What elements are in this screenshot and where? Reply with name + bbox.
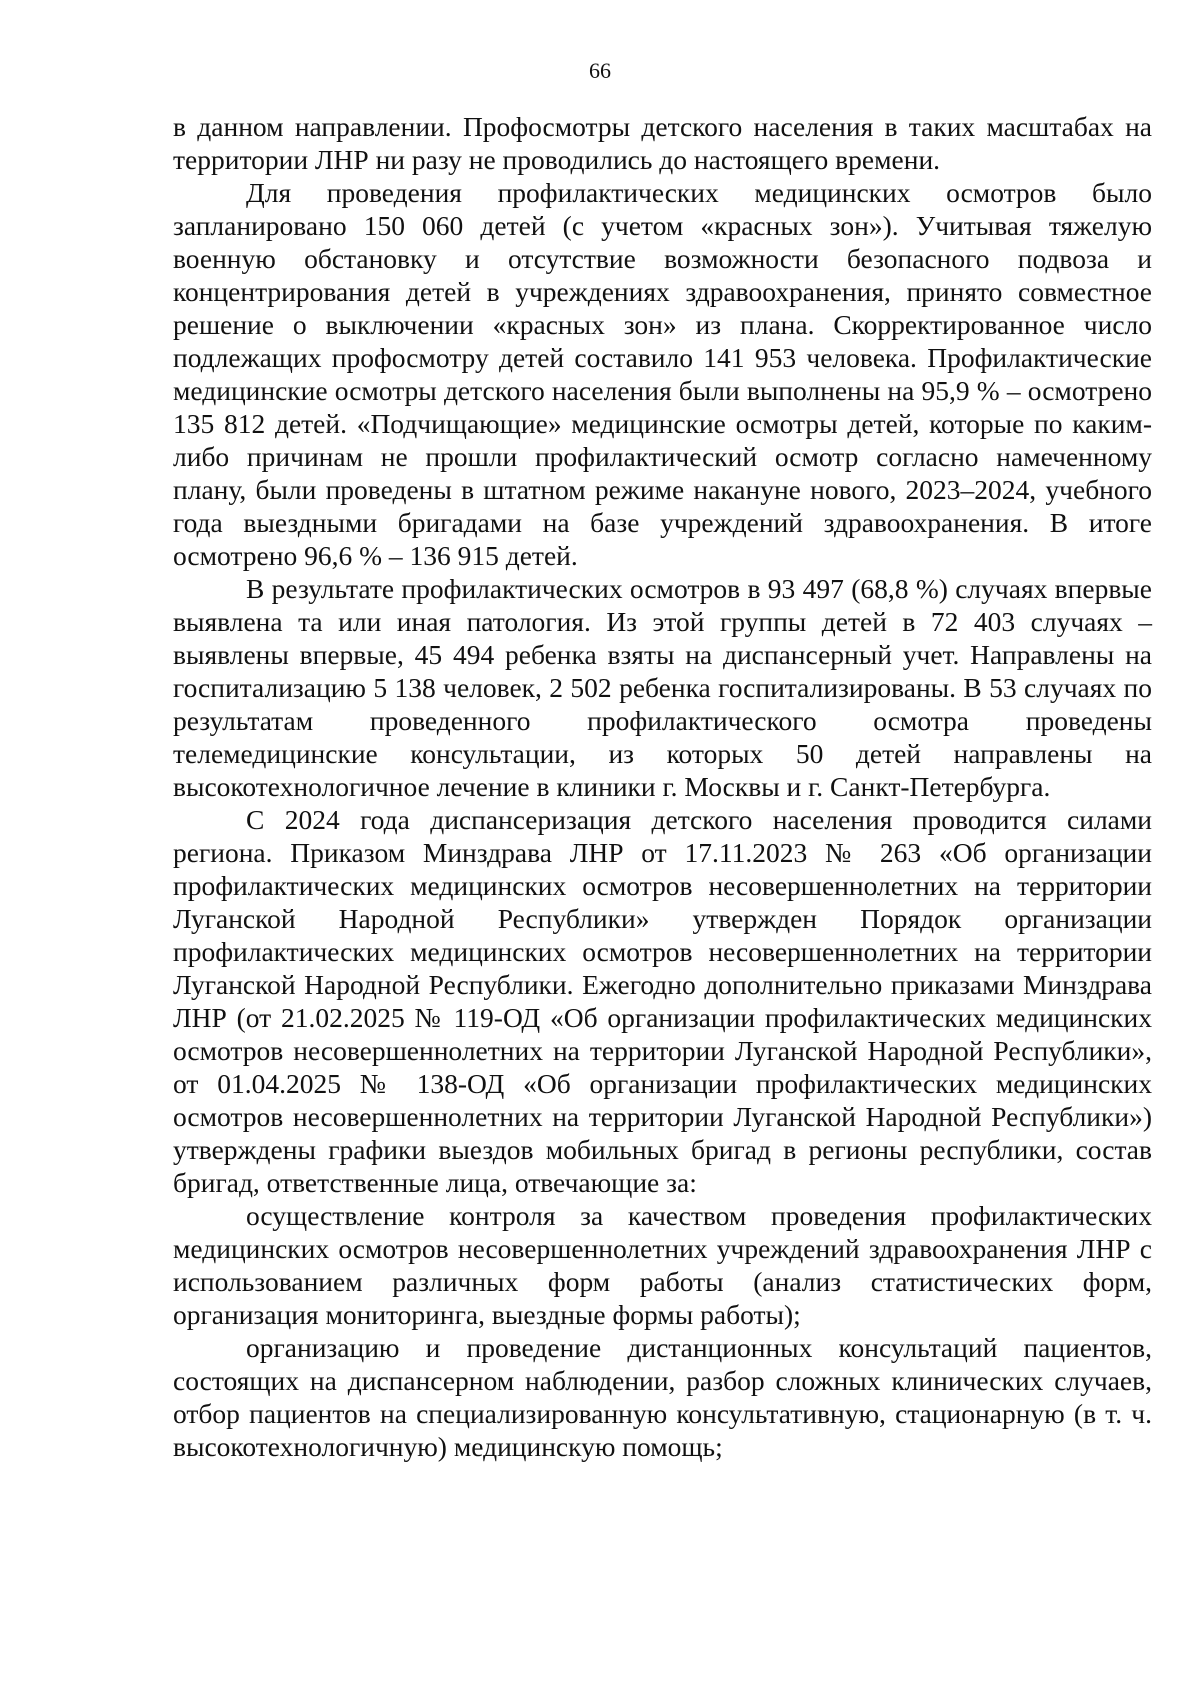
- paragraph-continuation: в данном направлении. Профосмотры детского населения в таких масштабах на территории ЛНР ни разу не проводились до настоящего времени.: [173, 111, 1152, 175]
- paragraph-results: В результате профилактических осмотров в 93 497 (68,8 %) случаях впервые выявлена та или иная патология. Из этой группы детей в 72 403 случаях – выявлены впервые, 45 494 ребенка взяты на диспансерный учет. Направлены на госпитализацию 5 138 человек, 2 502 ребенка госпитализированы. В 53 случаях по результатам проведенного профилактического осмотра проведены телемедицинские консультации, из которых 50 детей направлены на высокотехнологичное лечение в клиники г. Москвы и г. Санкт-Петербурга.: [173, 573, 1152, 802]
- paragraph-list-item-control: осуществление контроля за качеством проведения профилактических медицинских осмотров несовершеннолетних учреждений здравоохранения ЛНР с использованием различных форм работы (анализ статистических форм, организация мониторинга, выездные формы работы);: [173, 1200, 1152, 1330]
- body-text: [173, 110, 1152, 1463]
- page-number: 66: [589, 58, 611, 83]
- paragraph-plan: Для проведения профилактических медицинских осмотров было запланировано 150 060 детей (с учетом «красных зон»). Учитывая тяжелую военную обстановку и отсутствие возможности безопасного подвоза и концентрирования детей в учреждениях здравоохранения, принято совместное решение о выключении «красных зон» из плана. Скорректированное число подлежащих профосмотру детей составило 141 953 человека. Профилактические медицинские осмотры детского населения были выполнены на 95,9 % – осмотрено 135 812 детей. «Подчищающие» медицинские осмотры детей, которые по каким-либо причинам не прошли профилактический осмотр согласно намеченному плану, были проведены в штатном режиме накануне нового, 2023–2024, учебного года выездными бригадами на базе учреждений здравоохранения. В итоге осмотрено 96,6 % – 136 915 детей.: [173, 177, 1152, 571]
- paragraph-orders: С 2024 года диспансеризация детского населения проводится силами региона. Приказом Минздрава ЛНР от 17.11.2023 № 263 «Об организации профилактических медицинских осмотров несовершеннолетних на территории Луганской Народной Республики» утвержден Порядок организации профилактических медицинских осмотров несовершеннолетних на территории Луганской Народной Республики. Ежегодно дополнительно приказами Минздрава ЛНР (от 21.02.2025 № 119-ОД «Об организации профилактических медицинских осмотров несовершеннолетних на территории Луганской Народной Республики», от 01.04.2025 № 138-ОД «Об организации профилактических медицинских осмотров несовершеннолетних на территории Луганской Народной Республики») утверждены графики выездов мобильных бригад в регионы республики, состав бригад, ответственные лица, отвечающие за:: [173, 804, 1152, 1198]
- paragraph-list-item-consultations: организацию и проведение дистанционных консультаций пациентов, состоящих на диспансерном наблюдении, разбор сложных клинических случаев, отбор пациентов на специализированную консультативную, стационарную (в т. ч. высокотехнологичную) медицинскую помощь;: [173, 1332, 1152, 1462]
